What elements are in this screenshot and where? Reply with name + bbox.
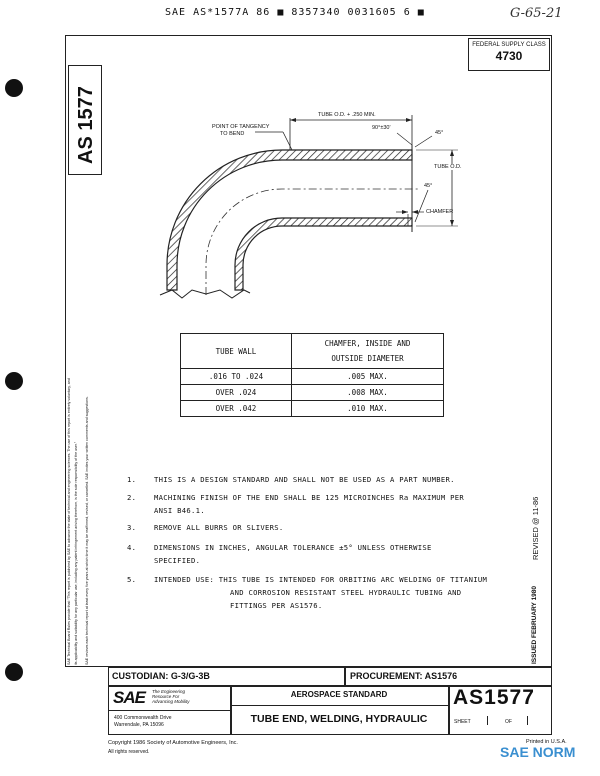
note-text: REMOVE ALL BURRS OR SLIVERS. — [154, 523, 284, 532]
chamfer-cell: .010 MAX. — [292, 401, 444, 417]
legal-notice-line2: its applicability and suitability for any particular use, including any patent infringement arising therefrom, is the sole responsibility of the user." — [74, 441, 78, 665]
tagline-line: Resource For — [152, 694, 180, 699]
chamfer-table — [180, 333, 444, 417]
tagline-line: The Engineering — [152, 689, 186, 694]
document-number: AS1577 — [453, 686, 535, 709]
federal-supply-label: FEDERAL SUPPLY CLASS — [472, 42, 546, 48]
table-row — [181, 401, 444, 417]
note-number: 2. — [127, 493, 137, 502]
table-row — [181, 385, 444, 401]
tube-end-drawing — [0, 0, 600, 330]
punch-hole — [5, 372, 23, 390]
revised-date: REVISED @ 11-86 — [531, 496, 540, 560]
chamfer-cell: .005 MAX. — [292, 369, 444, 385]
tube-wall-header: TUBE WALL — [181, 334, 292, 369]
wall-cell: OVER .042 — [181, 401, 292, 417]
sae-logo: SAE — [113, 688, 145, 707]
point-of-tangency-label — [212, 124, 269, 138]
sae-norm-logo: SAE NORM — [500, 744, 576, 760]
angle-90-label: 90°±30' — [372, 125, 391, 131]
point-of-tangency-line2: TO BEND — [220, 131, 245, 137]
note-text: INTENDED USE: THIS TUBE IS INTENDED FOR ORBITING ARC WELDING OF TITANIUM — [154, 575, 488, 584]
of-label: OF — [505, 719, 512, 725]
note-text: THIS IS A DESIGN STANDARD AND SHALL NOT BE USED AS A PART NUMBER. — [154, 475, 455, 484]
table-header-row — [181, 334, 444, 369]
custodian-label: CUSTODIAN: G-3/G-3B — [112, 671, 210, 681]
chamfer-cell: .008 MAX. — [292, 385, 444, 401]
punch-hole — [5, 663, 23, 681]
chamfer-45-leader-bottom — [415, 190, 428, 222]
chamfer-label: CHAMFER — [426, 209, 454, 215]
tangency-leader — [283, 132, 292, 150]
chamfer-header-line2: OUTSIDE DIAMETER — [331, 354, 404, 363]
note-text: FITTINGS PER AS1576. — [230, 601, 323, 610]
handwritten-note: G-65-21 — [510, 6, 563, 21]
chamfer-45-leader-top — [415, 136, 432, 147]
note-text: ANSI B46.1. — [154, 506, 205, 515]
break-line — [160, 290, 250, 298]
note-number: 4. — [127, 543, 137, 552]
tagline-line: Advancing Mobility — [152, 699, 190, 704]
chamfer-header — [292, 334, 444, 369]
federal-supply-value: 4730 — [495, 49, 523, 63]
document-category: AEROSPACE STANDARD — [290, 690, 388, 699]
point-of-tangency-line1: POINT OF TANGENCY — [212, 124, 270, 130]
rights-text: All rights reserved. — [108, 749, 150, 755]
chamfer-header-line1: CHAMFER, INSIDE AND — [324, 339, 411, 348]
sheet-label: SHEET — [454, 719, 471, 725]
note-number: 1. — [127, 475, 137, 484]
note-text: MACHINING FINISH OF THE END SHALL BE 125 MICROINCHES Ra MAXIMUM PER — [154, 493, 465, 502]
sae-tagline — [152, 689, 190, 704]
tube-od-label: TUBE O.D. — [434, 164, 462, 170]
procurement-label: PROCUREMENT: AS1576 — [350, 671, 458, 681]
tube-inner-wall — [235, 218, 412, 290]
angle-45-bottom-label: 45° — [424, 183, 433, 189]
wall-cell: OVER .024 — [181, 385, 292, 401]
note-number: 5. — [127, 575, 137, 584]
legal-notice-line1: SAE Technical Board Rules provide that: "This report is published by SAE to advance the state of technical and engineering sciences. The use of this report is entirely voluntary, and — [67, 378, 71, 665]
document-title: TUBE END, WELDING, HYDRAULIC — [250, 713, 428, 725]
tube-od-plus-label: TUBE O.D. + .250 MIN. — [318, 112, 376, 118]
printed-text: Printed in U.S.A. — [526, 739, 567, 745]
note-text: SPECIFIED. — [154, 556, 201, 565]
issued-date: ISSUED FEBRUARY 1980 — [531, 585, 538, 664]
wall-cell: .016 TO .024 — [181, 369, 292, 385]
sae-address — [114, 715, 172, 729]
address-line: 400 Commonwealth Drive — [114, 715, 172, 721]
legal-notice-line3: SAE reviews each technical report at least every five years at which time it may be reaffirmed, revised, or cancelled. SAE invites your written comments and suggestions. — [85, 396, 89, 665]
angle-45-top-label: 45° — [435, 130, 444, 136]
note-number: 3. — [127, 523, 137, 532]
note-text: DIMENSIONS IN INCHES, ANGULAR TOLERANCE ±5° UNLESS OTHERWISE — [154, 543, 432, 552]
table-row — [181, 369, 444, 385]
address-line: Warrendale, PA 15096 — [114, 722, 164, 728]
side-document-number: AS 1577 — [75, 86, 97, 164]
copyright-text: Copyright 1986 Society of Automotive Engineers, Inc. — [108, 740, 238, 746]
note-text: AND CORROSION RESISTANT STEEL HYDRAULIC TUBING AND — [230, 588, 462, 597]
document-code-line: SAE AS*1577A 86 ■ 8357340 0031605 6 ■ — [165, 7, 425, 18]
